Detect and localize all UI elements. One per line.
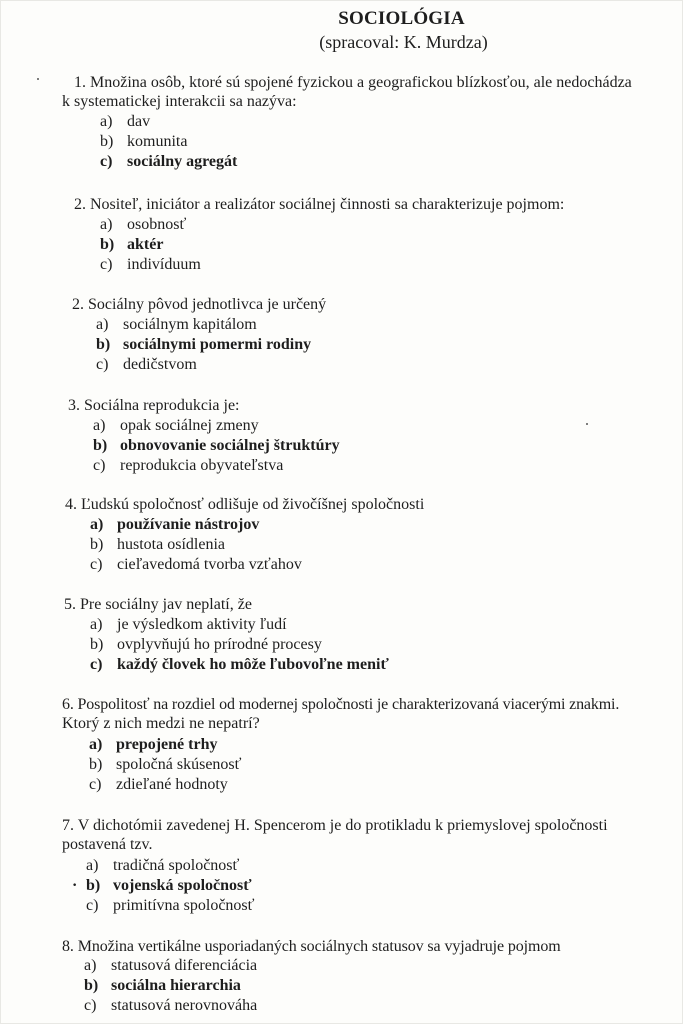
option-label: b)	[89, 756, 103, 773]
option-a	[90, 615, 683, 635]
option-label: a)	[100, 216, 113, 233]
options-list	[0, 416, 683, 476]
scan-speck	[586, 423, 588, 425]
option-c	[84, 996, 683, 1016]
option-a	[86, 856, 683, 876]
options-list	[0, 215, 683, 275]
options-list	[0, 956, 683, 1016]
option-text: sociálna hierarchia	[111, 977, 241, 994]
option-text: sociálnymi pomermi rodiny	[123, 336, 312, 353]
question-text	[0, 396, 683, 415]
option-label: c)	[93, 457, 106, 474]
option-text: obnovovanie sociálnej štruktúry	[120, 437, 340, 454]
option-text: tradičná spoločnosť	[113, 857, 240, 874]
question-text	[0, 495, 683, 514]
question-line: 2. Nositeľ, iniciátor a realizátor sociálnej činnosti sa charakterizuje pojmom:	[74, 196, 565, 213]
option-text: vojenská spoločnosť	[113, 877, 252, 894]
option-b-correct	[72, 876, 683, 896]
option-text: je výsledkom aktivity ľudí	[117, 616, 287, 633]
option-a	[84, 956, 683, 976]
page-subtitle: (spracoval: K. Murdza)	[319, 32, 488, 52]
option-label: b)	[86, 877, 101, 894]
option-label: a)	[100, 113, 113, 130]
option-c	[89, 775, 683, 795]
option-text: spoločná skúsenosť	[116, 756, 242, 773]
question-8	[0, 816, 683, 916]
option-text: reprodukcia obyvateľstva	[120, 457, 284, 474]
option-label: a)	[90, 616, 103, 633]
option-text: opak sociálnej zmeny	[120, 417, 259, 434]
option-text: osobnosť	[127, 216, 187, 233]
option-c	[100, 255, 683, 275]
option-label: b)	[90, 636, 104, 653]
question-text	[0, 195, 683, 214]
option-b	[90, 635, 683, 655]
question-line: Ktorý z nich medzi ne nepatrí?	[62, 715, 260, 732]
option-label: c)	[90, 656, 103, 673]
option-c	[93, 456, 683, 476]
option-text: aktér	[127, 236, 164, 253]
question-7	[0, 695, 683, 795]
option-label: a)	[96, 316, 109, 333]
option-a	[96, 315, 683, 335]
option-a	[100, 112, 683, 132]
option-label: b)	[84, 977, 99, 994]
option-text: cieľavedomá tvorba vzťahov	[117, 556, 302, 573]
option-a	[100, 215, 683, 235]
question-1	[0, 73, 683, 172]
scan-speck	[37, 78, 39, 80]
question-2	[0, 195, 683, 275]
question-4	[0, 396, 683, 476]
question-3	[0, 295, 683, 375]
option-text: používanie nástrojov	[117, 516, 260, 533]
option-b	[89, 755, 683, 775]
option-text: ovplyvňujú ho prírodné procesy	[117, 636, 322, 653]
option-c	[96, 355, 683, 375]
question-text	[0, 816, 683, 854]
option-a-correct	[89, 735, 683, 755]
question-5	[0, 495, 683, 575]
option-label: c)	[89, 776, 102, 793]
question-9	[0, 937, 683, 1016]
option-a-correct	[90, 515, 683, 535]
page-title: SOCIOLÓGIA	[338, 8, 465, 29]
option-b	[90, 535, 683, 555]
option-text: sociálny agregát	[127, 153, 238, 170]
option-label: c)	[96, 356, 109, 373]
option-b-correct	[100, 235, 683, 255]
option-label: a)	[84, 957, 97, 974]
question-text	[0, 695, 683, 733]
option-c-correct	[90, 655, 683, 675]
option-text: sociálnym kapitálom	[123, 316, 257, 333]
option-text: statusová nerovnováha	[111, 997, 258, 1014]
question-line: k systematickej interakcii sa nazýva:	[62, 93, 297, 110]
option-label: b)	[90, 536, 104, 553]
question-line: 7. V dichotómii zavedenej H. Spencerom je do protikladu k priemyslovej spoločnosti	[62, 817, 608, 834]
option-label: c)	[84, 997, 97, 1014]
question-line: 8. Množina vertikálne usporiadaných sociálnych statusov sa vyjadruje pojmom	[62, 938, 561, 955]
option-b-correct	[84, 976, 683, 996]
question-6	[0, 595, 683, 675]
option-label: a)	[90, 516, 104, 533]
option-b	[100, 132, 683, 152]
option-label: a)	[89, 736, 103, 753]
option-label: c)	[100, 153, 113, 170]
question-line: 4. Ľudskú spoločnosť odlišuje od živočíšnej spoločnosti	[65, 496, 425, 513]
option-text: hustota osídlenia	[117, 536, 225, 553]
options-list	[0, 856, 683, 916]
question-text	[0, 295, 683, 314]
option-text: primitívna spoločnosť	[113, 897, 255, 914]
options-list	[0, 315, 683, 375]
option-text: každý človek ho môže ľubovoľne meniť	[117, 656, 389, 673]
options-list	[0, 735, 683, 795]
options-list	[0, 615, 683, 675]
question-text	[0, 73, 683, 111]
option-label: b)	[96, 336, 111, 353]
option-a	[93, 416, 683, 436]
bullet-dot-icon: ·	[72, 877, 78, 894]
question-text	[0, 937, 683, 956]
option-label: b)	[100, 133, 114, 150]
question-line: postavená tzv.	[62, 836, 153, 853]
options-list	[0, 112, 683, 172]
option-label: c)	[86, 897, 99, 914]
option-text: indivíduum	[127, 256, 201, 273]
option-label: a)	[93, 417, 106, 434]
option-label: b)	[100, 236, 115, 253]
option-text: prepojené trhy	[116, 736, 218, 753]
option-b-correct	[93, 436, 683, 456]
option-c-correct	[100, 152, 683, 172]
option-text: komunita	[127, 133, 188, 150]
question-line: 3. Sociálna reprodukcia je:	[68, 397, 240, 414]
question-line: 2. Sociálny pôvod jednotlivca je určený	[72, 296, 327, 313]
question-line: 5. Pre sociálny jav neplatí, že	[64, 596, 252, 613]
option-c	[86, 896, 683, 916]
option-label: a)	[86, 857, 99, 874]
option-label: c)	[90, 556, 103, 573]
question-text	[0, 595, 683, 614]
option-b-correct	[96, 335, 683, 355]
question-line: 1. Množina osôb, ktoré sú spojené fyzickou a geografickou blízkosťou, ale nedochádza	[74, 74, 632, 91]
question-line: 6. Pospolitosť na rozdiel od modernej spoločnosti je charakterizovaná viacerými znakmi.	[62, 696, 620, 713]
option-text: dav	[127, 113, 151, 130]
option-label: c)	[100, 256, 113, 273]
option-c	[90, 555, 683, 575]
option-text: statusová diferenciácia	[111, 957, 258, 974]
options-list	[0, 515, 683, 575]
option-text: dedičstvom	[123, 356, 197, 373]
option-text: zdieľané hodnoty	[116, 776, 228, 793]
option-label: b)	[93, 437, 108, 454]
